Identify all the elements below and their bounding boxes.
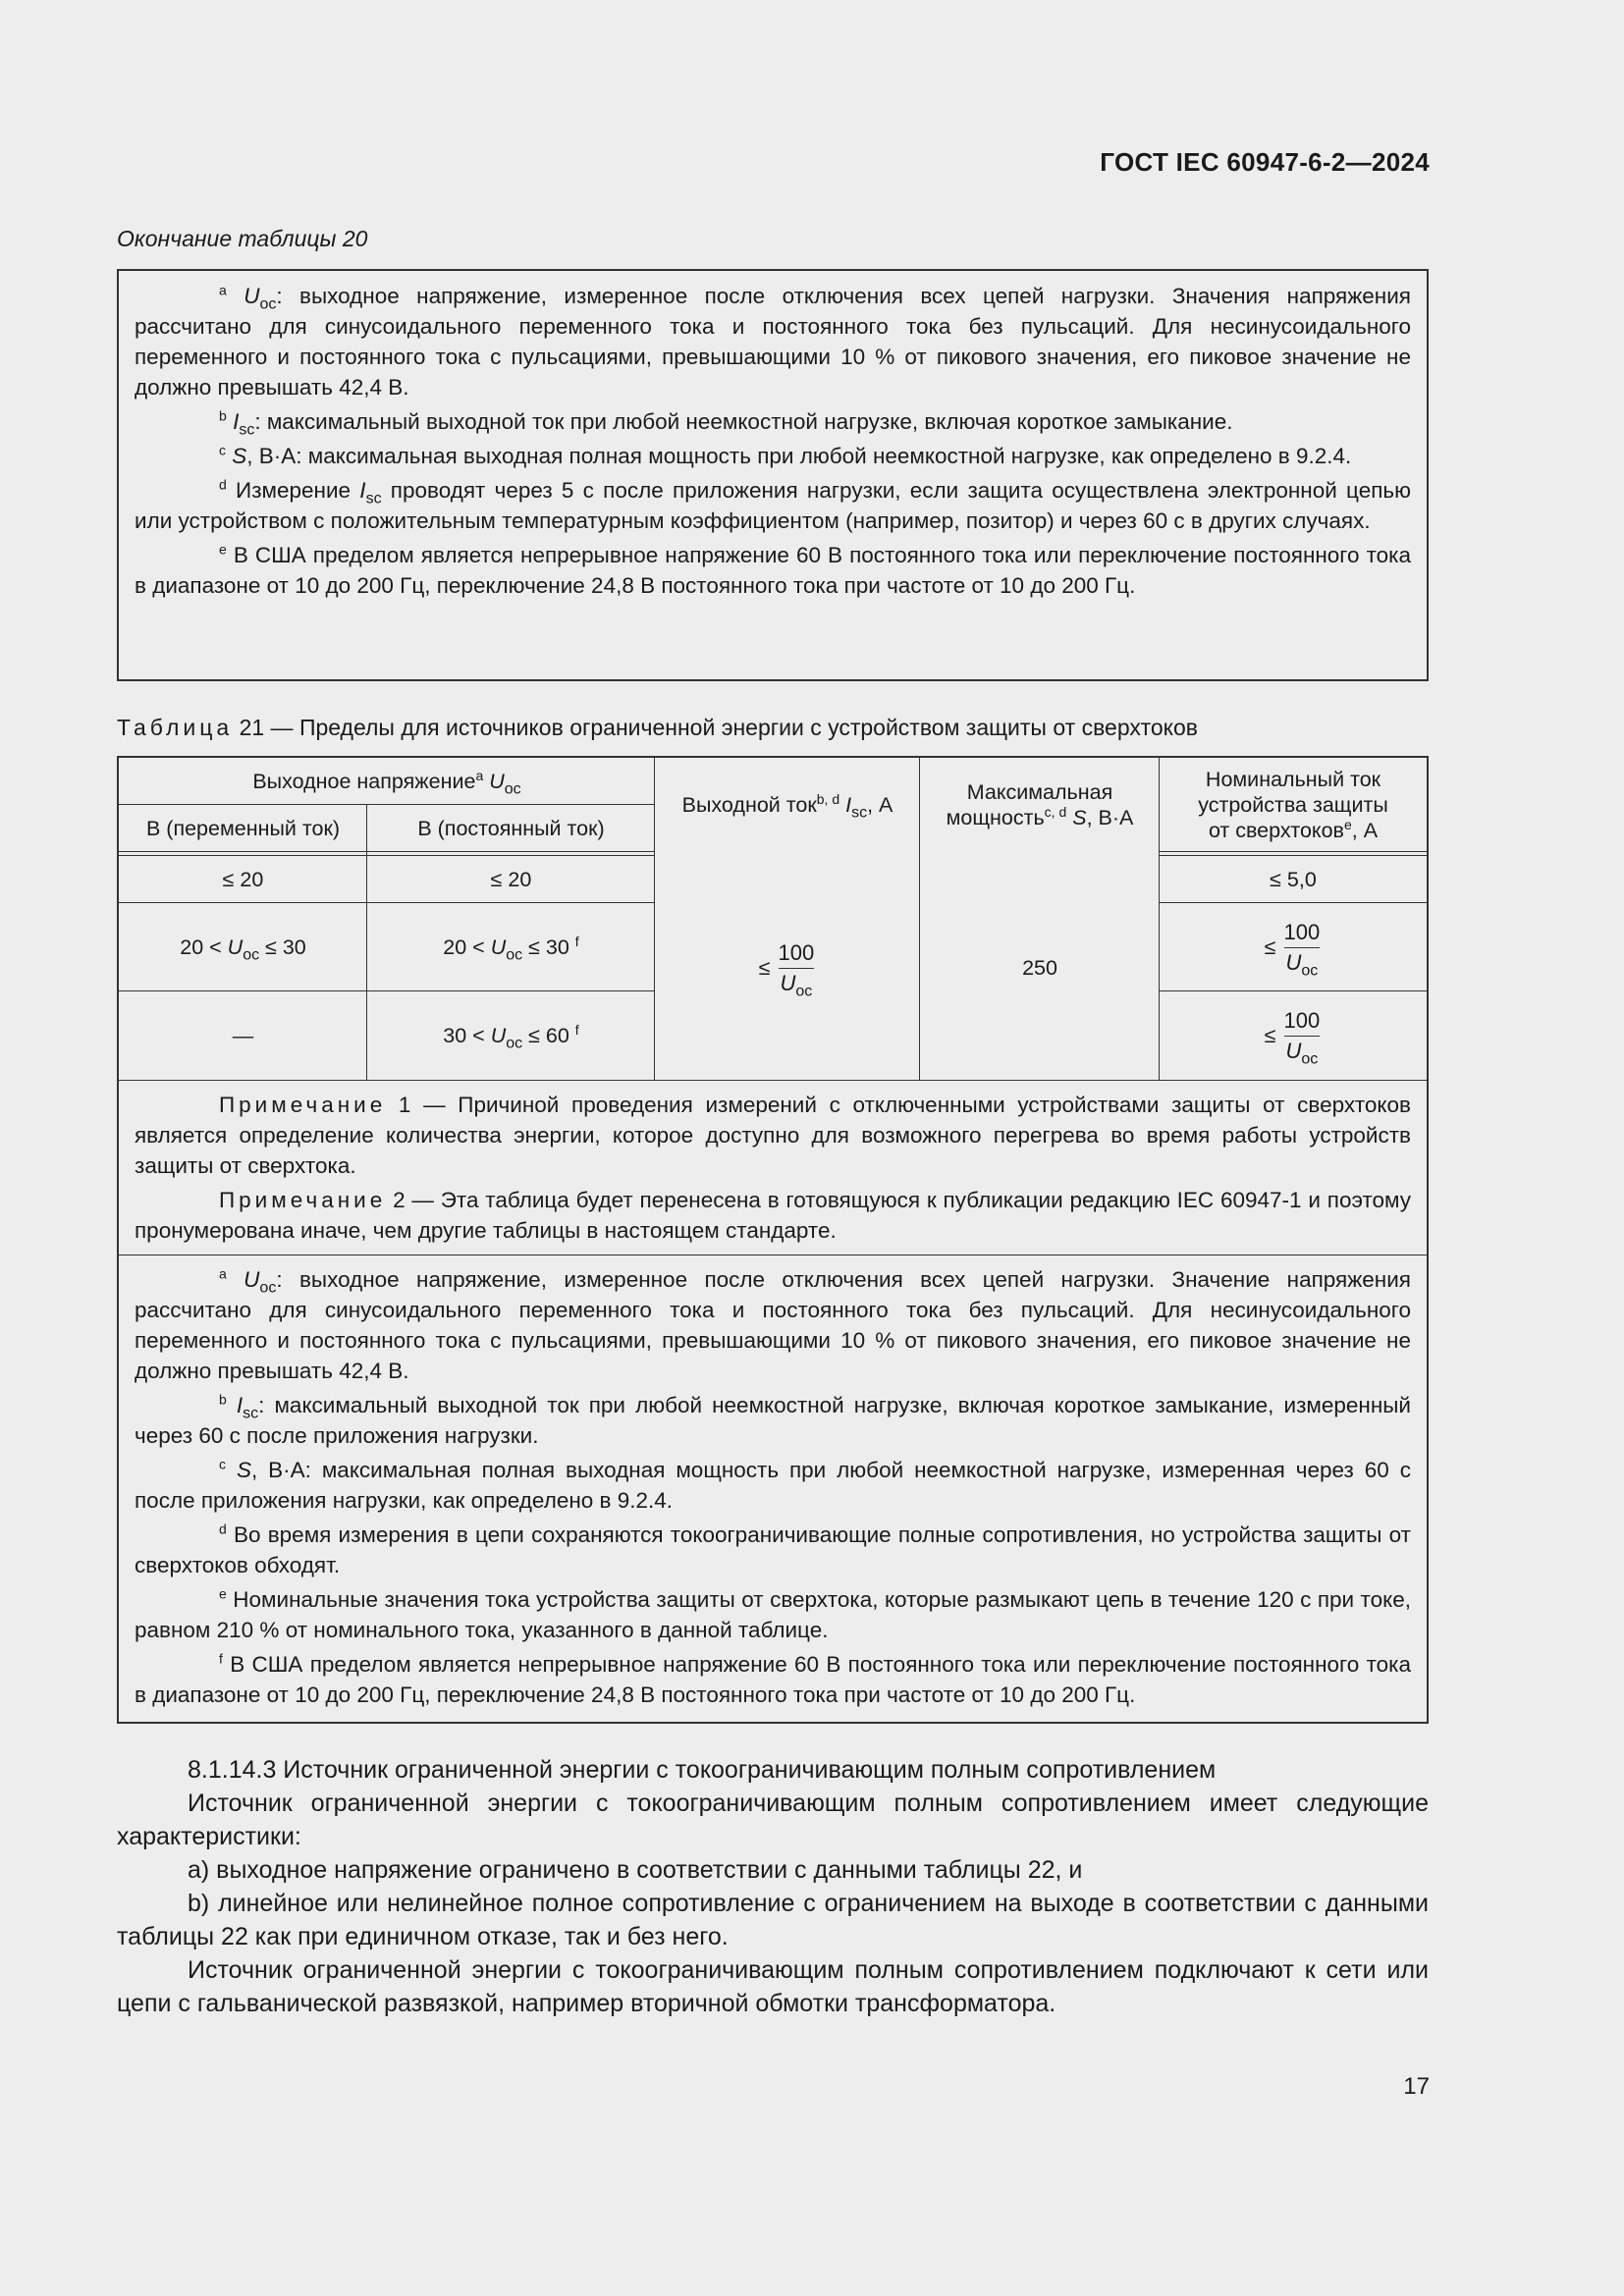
paragraph: Источник ограниченной энергии с токоограничивающим полным сопротивлением имеет следующие характеристики: [117, 1789, 1429, 1850]
header-output-current: Выходной ток$^{b, d}$ $I_{sc}$, А [681, 790, 893, 822]
list-item-b: b) линейное или нелинейное полное сопротивление с ограничением на выходе в соответствии с данными таблицы 22 как при единичном отказе, так и без него. [117, 1890, 1429, 1950]
grid-line-double [119, 851, 655, 856]
header-nominal-current: Номинальный ток устройства защиты от сверхтоков$^e$, А [1198, 768, 1388, 842]
header-dc: В (постоянный ток) [417, 817, 605, 840]
merged-power-value: 250 [1022, 956, 1057, 980]
table21-note-1: Примечание 1 — Причиной проведения измерений с отключенными устройствами защиты от сверхтоков является определение количества энергии, которое доступно для возможного перегрева во время работы устройств защиты от сверхтока. [135, 1093, 1411, 1178]
row2-dc: $20 < U_{oc} \le 30$ $^f$ [443, 933, 579, 964]
table20-footnote-c: $^c$ S, В·А: максимальная выходная полная мощность при любой неемкостной нагрузке, как определено в 9.2.4. [219, 442, 1352, 468]
grid-line [1160, 902, 1427, 903]
standard-code: ГОСТ IEC 60947-6-2—2024 [1100, 147, 1430, 177]
header-output-voltage: Выходное напряжение$^a$ $U_{oc}$ [252, 767, 521, 798]
row3-nominal: ≤ $\frac{100}{U_{oc}}$ [1264, 1007, 1321, 1067]
grid-line [1160, 990, 1427, 991]
table21-footnote-f: $^f$ В США пределом является непрерывное напряжение 60 В постоянного тока или переключение постоянного тока в диапазоне от 10 до 200 Гц, переключение 24,8 В постоянного тока при частоте от 10 до 200 Гц. [135, 1650, 1411, 1707]
fraction-100-uoc: $\frac{100}{U_{oc}}$ [778, 939, 815, 999]
table21-note-2: Примечание 2 — Эта таблица будет перенесена в готовящуюся к публикации редакцию IEC 60947-1 и поэтому пронумерована иначе, чем другие таблицы в настоящем стандарте. [135, 1188, 1411, 1243]
grid-line [119, 1080, 1427, 1081]
fraction-100-uoc: $\frac{100}{U_{oc}}$ [1283, 919, 1321, 979]
grid-line [919, 758, 920, 1080]
grid-line [119, 902, 655, 903]
section-heading: 8.1.14.3 Источник ограниченной энергии с токоограничивающим полным сопротивлением [188, 1756, 1217, 1784]
row1-nominal: ≤ 5,0 [1270, 868, 1317, 891]
grid-line [119, 990, 655, 991]
row3-ac: — [232, 1024, 254, 1047]
grid-line-double [1160, 851, 1427, 856]
grid-line [1159, 758, 1160, 1080]
row2-nominal: ≤ $\frac{100}{U_{oc}}$ [1264, 919, 1321, 979]
list-item-a: а) выходное напряжение ограничено в соответствии с данными таблицы 22, и [188, 1856, 1083, 1884]
grid-line [366, 804, 367, 1080]
header-max-power: Максимальная мощность$^{c, d}$ S, В·А [946, 780, 1134, 829]
table21-footnote-a: $^a$ $U_{oc}$: выходное напряжение, измеренное после отключения всех цепей нагрузки. Значение напряжения рассчитано для синусоидального переменного тока и постоянного тока без пульсаций. Для несинусоидального переменного и постоянного тока с пульсациями, превышающими 10 % от пикового значения, его пиковое значение не должно превышать 42,4 В. [135, 1265, 1411, 1383]
row1-ac: ≤ 20 [222, 868, 264, 891]
section-8-1-14-3 [117, 1753, 1429, 2020]
row2-ac: $20 < U_{oc} \le 30$ [180, 935, 306, 964]
fraction-100-uoc: $\frac{100}{U_{oc}}$ [1283, 1007, 1321, 1067]
table21-caption: Таблица 21 — Пределы для источников ограниченной энергии с устройством защиты от сверхтоков [117, 715, 1198, 740]
table20-footnotes-box [117, 269, 1429, 681]
table20-footnote-b: $^b$ $I_{sc}$: максимальный выходной ток при любой неемкостной нагрузке, включая короткое замыкание. [219, 407, 1233, 439]
row3-dc: $30 < U_{oc} \le 60$ $^f$ [443, 1021, 579, 1052]
grid-line [119, 804, 655, 805]
merged-output-current: ≤ $\frac{100}{U_{oc}}$ [758, 939, 815, 999]
table20-footnote-d: $^d$ Измерение $I_{sc}$ проводят через 5 с после приложения нагрузки, если защита осуществлена электронной цепью или устройством с положительным температурным коэффициентом (например, позитор) и через 60 с в других случаях. [135, 476, 1411, 533]
table21-footnote-b: $^b$ $I_{sc}$: максимальный выходной ток при любой неемкостной нагрузке, включая короткое замыкание, измеренный через 60 с после приложения нагрузки. [135, 1391, 1411, 1448]
grid-line [654, 758, 655, 1080]
row1-dc: ≤ 20 [490, 868, 532, 891]
table20-continuation-caption: Окончание таблицы 20 [117, 226, 368, 251]
page-number: 17 [1403, 2073, 1430, 2100]
table21-footnotes [135, 1264, 1411, 1714]
paragraph: Источник ограниченной энергии с токоограничивающим полным сопротивлением подключают к сети или цепи с гальванической развязкой, например вторичной обмотки трансформатора. [117, 1956, 1429, 2017]
table20-footnote-e: $^e$ В США пределом является непрерывное напряжение 60 В постоянного тока или переключение постоянного тока в диапазоне от 10 до 200 Гц, переключение 24,8 В постоянного тока при частоте от 10 до 200 Гц. [135, 541, 1411, 598]
table21 [117, 756, 1429, 1724]
table21-notes [135, 1090, 1411, 1250]
table21-footnote-e: $^e$ Номинальные значения тока устройства защиты от сверхтока, которые размыкают цепь в течение 120 с при токе, равном 210 % от номинального тока, указанного в данной таблице. [135, 1585, 1411, 1642]
table20-footnote-a: $^a$ $U_{oc}$: выходное напряжение, измеренное после отключения всех цепей нагрузки. Значения напряжения рассчитано для синусоидального переменного тока и постоянного тока без пульсаций. Для несинусоидального переменного и постоянного тока с пульсациями, превышающими 10 % от пикового значения, его пиковое значение не должно превышать 42,4 В. [135, 282, 1411, 400]
table21-footnote-d: $^d$ Во время измерения в цепи сохраняются токоограничивающие полные сопротивления, но устройства защиты от сверхтоков обходят. [135, 1521, 1411, 1577]
table21-footnote-c: $^c$ S, В·А: максимальная полная выходная мощность при любой неемкостной нагрузке, измеренная через 60 с после приложения нагрузки, как определено в 9.2.4. [135, 1456, 1411, 1513]
header-ac: В (переменный ток) [145, 817, 341, 840]
